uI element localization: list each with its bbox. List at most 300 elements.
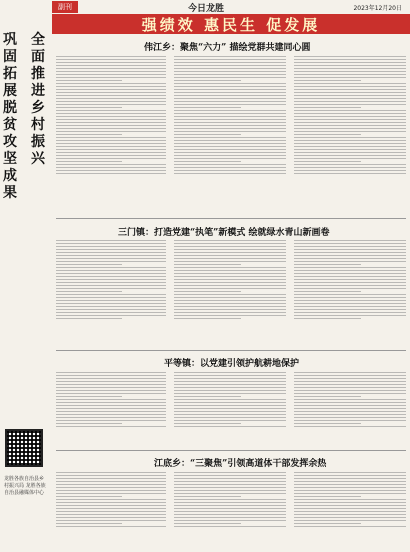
- body-text-line: [294, 173, 406, 174]
- body-text-line: [294, 481, 406, 482]
- body-text-line: [56, 146, 166, 147]
- body-text-line: [56, 74, 166, 75]
- body-text-line: [294, 71, 406, 72]
- body-text-line: [56, 137, 166, 138]
- body-text-line: [294, 89, 406, 90]
- body-text-line: [174, 131, 286, 132]
- body-text-line: [56, 65, 166, 66]
- body-text-line: [294, 267, 406, 268]
- body-text-line: [174, 481, 286, 482]
- body-text-line: [294, 161, 361, 162]
- body-text-line: [56, 481, 166, 482]
- body-text-line: [56, 279, 166, 280]
- body-text-line: [294, 273, 406, 274]
- body-text-line: [294, 68, 406, 69]
- body-text-line: [174, 375, 286, 376]
- body-text-line: [56, 297, 166, 298]
- body-text-line: [294, 276, 406, 277]
- body-text-line: [174, 104, 286, 105]
- body-text-line: [174, 526, 286, 527]
- body-text-line: [174, 490, 286, 491]
- body-text-line: [56, 143, 166, 144]
- body-text-line: [174, 137, 286, 138]
- body-text-line: [294, 140, 406, 141]
- body-text-line: [174, 384, 286, 385]
- body-text-line: [56, 125, 166, 126]
- body-text-line: [174, 98, 286, 99]
- body-text-line: [174, 309, 286, 310]
- body-text-line: [56, 104, 166, 105]
- body-text-line: [294, 155, 406, 156]
- body-text-line: [294, 297, 406, 298]
- body-text-line: [56, 86, 166, 87]
- body-text-line: [174, 158, 286, 159]
- body-text-line: [56, 62, 166, 63]
- body-text-line: [174, 423, 241, 424]
- body-text-line: [174, 170, 286, 171]
- body-text-line: [174, 282, 286, 283]
- body-text-line: [56, 113, 166, 114]
- body-text-line: [294, 520, 406, 521]
- body-text-line: [56, 167, 166, 168]
- body-text-line: [294, 119, 406, 120]
- body-text-line: [174, 89, 286, 90]
- body-text-line: [174, 243, 286, 244]
- article-4-col-1: [56, 470, 166, 550]
- body-text-line: [56, 276, 166, 277]
- body-text-line: [174, 270, 286, 271]
- body-text-line: [56, 478, 166, 479]
- body-text-line: [56, 68, 166, 69]
- body-text-line: [174, 288, 286, 289]
- body-text-line: [56, 505, 166, 506]
- body-text-line: [56, 77, 166, 78]
- body-text-line: [56, 420, 166, 421]
- body-text-line: [294, 122, 406, 123]
- body-text-line: [174, 426, 286, 427]
- body-text-line: [56, 261, 166, 262]
- body-text-line: [174, 161, 241, 162]
- body-text-line: [174, 303, 286, 304]
- body-text-line: [294, 146, 406, 147]
- body-text-line: [174, 125, 286, 126]
- body-text-line: [174, 297, 286, 298]
- body-text-line: [56, 511, 166, 512]
- article-1-col-3: [294, 54, 406, 216]
- body-text-line: [174, 511, 286, 512]
- article-2-col-2: [174, 238, 286, 348]
- body-text-line: [294, 288, 406, 289]
- body-text-line: [174, 59, 286, 60]
- body-text-line: [56, 417, 166, 418]
- body-text-line: [294, 104, 406, 105]
- body-text-line: [56, 264, 122, 265]
- body-text-line: [294, 318, 361, 319]
- body-text-line: [294, 59, 406, 60]
- body-text-line: [56, 303, 166, 304]
- body-text-line: [294, 309, 406, 310]
- article-1-col-1: [56, 54, 166, 216]
- body-text-line: [294, 381, 406, 382]
- body-text-line: [294, 86, 406, 87]
- body-text-line: [174, 279, 286, 280]
- body-text-line: [294, 312, 406, 313]
- banner: [52, 14, 410, 34]
- body-text-line: [174, 496, 241, 497]
- body-text-line: [56, 384, 166, 385]
- body-text-line: [294, 526, 406, 527]
- body-text-line: [174, 306, 286, 307]
- body-text-line: [294, 95, 406, 96]
- body-text-line: [294, 493, 406, 494]
- body-text-line: [294, 98, 406, 99]
- body-text-line: [174, 378, 286, 379]
- qr-code-icon: [5, 429, 43, 467]
- body-text-line: [294, 282, 406, 283]
- body-text-line: [174, 315, 286, 316]
- article-3-col-1: [56, 370, 166, 448]
- body-text-line: [294, 270, 406, 271]
- body-text-line: [56, 490, 166, 491]
- body-text-line: [294, 414, 406, 415]
- body-text-line: [174, 56, 286, 57]
- body-text-line: [294, 74, 406, 75]
- body-text-line: [294, 170, 406, 171]
- body-text-line: [56, 502, 166, 503]
- body-text-line: [294, 490, 406, 491]
- body-text-line: [56, 312, 166, 313]
- body-text-line: [174, 399, 286, 400]
- body-text-line: [294, 393, 406, 394]
- body-text-line: [174, 249, 286, 250]
- body-text-line: [174, 140, 286, 141]
- body-text-line: [294, 128, 406, 129]
- body-text-line: [294, 152, 406, 153]
- body-text-line: [294, 134, 361, 135]
- body-text-line: [56, 396, 122, 397]
- body-text-line: [294, 423, 361, 424]
- body-text-line: [56, 414, 166, 415]
- body-text-line: [56, 134, 122, 135]
- body-text-line: [174, 101, 286, 102]
- body-text-line: [174, 387, 286, 388]
- body-text-line: [174, 484, 286, 485]
- body-text-line: [294, 243, 406, 244]
- body-text-line: [294, 264, 361, 265]
- banner-text: 强绩效 惠民生 促发展: [141, 15, 321, 34]
- body-text-line: [294, 110, 406, 111]
- body-text-line: [56, 270, 166, 271]
- body-text-line: [294, 255, 406, 256]
- body-text-line: [294, 279, 406, 280]
- body-text-line: [174, 475, 286, 476]
- body-text-line: [294, 101, 406, 102]
- body-text-line: [56, 387, 166, 388]
- body-text-line: [56, 140, 166, 141]
- body-text-line: [174, 246, 286, 247]
- left-panel: [0, 14, 52, 552]
- body-text-line: [56, 499, 166, 500]
- body-text-line: [56, 514, 166, 515]
- body-text-line: [294, 475, 406, 476]
- body-text-line: [174, 264, 241, 265]
- body-text-line: [294, 411, 406, 412]
- masthead: 今日龙胜: [188, 3, 225, 14]
- body-text-line: [56, 426, 166, 427]
- body-text-line: [56, 411, 166, 412]
- body-text-line: [174, 372, 286, 373]
- body-text-line: [174, 514, 286, 515]
- body-text-line: [174, 408, 286, 409]
- article-3-col-2: [174, 370, 286, 448]
- body-text-line: [174, 505, 286, 506]
- vertical-title-1: 巩固拓展脱贫攻坚成果: [3, 32, 17, 201]
- body-text-line: [174, 508, 286, 509]
- body-text-line: [174, 152, 286, 153]
- body-text-line: [174, 122, 286, 123]
- body-text-line: [56, 246, 166, 247]
- article-3-col-3: [294, 370, 406, 448]
- body-text-line: [294, 300, 406, 301]
- body-text-line: [294, 113, 406, 114]
- article-headline-1: 伟江乡：聚焦“六力” 描绘党群共建同心圆: [144, 43, 311, 53]
- body-text-line: [56, 71, 166, 72]
- body-text-line: [56, 472, 166, 473]
- body-text-line: [56, 484, 166, 485]
- body-text-line: [174, 134, 241, 135]
- body-text-line: [56, 149, 166, 150]
- body-text-line: [56, 300, 166, 301]
- body-text-line: [56, 375, 166, 376]
- body-text-line: [174, 393, 286, 394]
- body-text-line: [56, 128, 166, 129]
- body-text-line: [174, 113, 286, 114]
- body-text-line: [174, 65, 286, 66]
- body-text-line: [174, 116, 286, 117]
- body-text-line: [294, 306, 406, 307]
- body-text-line: [56, 423, 122, 424]
- body-text-line: [294, 291, 361, 292]
- article-headline-3: 平等镇：以党建引领护航耕地保护: [164, 359, 300, 369]
- body-text-line: [174, 86, 286, 87]
- body-text-line: [56, 393, 166, 394]
- body-text-line: [174, 128, 286, 129]
- body-text-line: [174, 520, 286, 521]
- body-text-line: [294, 390, 406, 391]
- body-text-line: [294, 240, 406, 241]
- body-text-line: [294, 417, 406, 418]
- body-text-line: [174, 62, 286, 63]
- body-text-line: [294, 375, 406, 376]
- body-text-line: [56, 110, 166, 111]
- body-text-line: [174, 517, 286, 518]
- issue-date: 2023年12月20日: [353, 4, 402, 12]
- body-text-line: [294, 77, 406, 78]
- body-text-line: [294, 303, 406, 304]
- body-text-line: [174, 405, 286, 406]
- body-text-line: [294, 502, 406, 503]
- body-text-line: [174, 420, 286, 421]
- body-text-line: [174, 155, 286, 156]
- body-text-line: [294, 249, 406, 250]
- body-text-line: [294, 505, 406, 506]
- body-text-line: [294, 285, 406, 286]
- body-text-line: [174, 472, 286, 473]
- article-headline-2: 三门镇：打造党建“执笔”新模式 绘就绿水青山新画卷: [118, 228, 330, 238]
- body-text-line: [294, 294, 406, 295]
- body-text-line: [174, 146, 286, 147]
- body-text-line: [56, 408, 166, 409]
- main-content: [56, 36, 406, 552]
- divider: [56, 218, 406, 219]
- body-text-line: [294, 125, 406, 126]
- body-text-line: [56, 240, 166, 241]
- body-text-line: [56, 306, 166, 307]
- body-text-line: [56, 372, 166, 373]
- body-text-line: [174, 143, 286, 144]
- body-text-line: [56, 119, 166, 120]
- body-text-line: [56, 318, 122, 319]
- body-text-line: [294, 496, 361, 497]
- body-text-line: [56, 315, 166, 316]
- body-text-line: [174, 71, 286, 72]
- body-text-line: [294, 261, 406, 262]
- body-text-line: [56, 309, 166, 310]
- body-text-line: [294, 508, 406, 509]
- body-text-line: [56, 173, 166, 174]
- body-text-line: [56, 243, 166, 244]
- body-text-line: [174, 414, 286, 415]
- vertical-title-2: 全面推进乡村振兴: [31, 32, 45, 167]
- body-text-line: [294, 472, 406, 473]
- article-1-col-2: [174, 54, 286, 216]
- body-text-line: [294, 56, 406, 57]
- body-text-line: [56, 520, 166, 521]
- body-text-line: [56, 475, 166, 476]
- body-text-line: [294, 164, 406, 165]
- body-text-line: [294, 426, 406, 427]
- body-text-line: [174, 77, 286, 78]
- body-text-line: [174, 149, 286, 150]
- body-text-line: [294, 62, 406, 63]
- body-text-line: [174, 261, 286, 262]
- body-text-line: [56, 378, 166, 379]
- article-2-col-1: [56, 238, 166, 348]
- body-text-line: [56, 95, 166, 96]
- body-text-line: [174, 252, 286, 253]
- body-text-line: [294, 80, 361, 81]
- body-text-line: [294, 378, 406, 379]
- body-text-line: [294, 396, 361, 397]
- body-text-line: [174, 381, 286, 382]
- body-text-line: [56, 122, 166, 123]
- body-text-line: [174, 312, 286, 313]
- body-text-line: [174, 110, 286, 111]
- body-text-line: [294, 107, 361, 108]
- body-text-line: [294, 158, 406, 159]
- body-text-line: [56, 405, 166, 406]
- body-text-line: [56, 390, 166, 391]
- body-text-line: [174, 502, 286, 503]
- body-text-line: [174, 167, 286, 168]
- body-text-line: [174, 80, 241, 81]
- body-text-line: [294, 131, 406, 132]
- article-4-col-3: [294, 470, 406, 550]
- body-text-line: [294, 523, 361, 524]
- body-text-line: [56, 381, 166, 382]
- body-text-line: [174, 276, 286, 277]
- body-text-line: [174, 493, 286, 494]
- article-2-col-3: [294, 238, 406, 348]
- body-text-line: [174, 318, 241, 319]
- body-text-line: [56, 288, 166, 289]
- body-text-line: [294, 478, 406, 479]
- body-text-line: [174, 523, 241, 524]
- body-text-line: [294, 517, 406, 518]
- body-text-line: [56, 258, 166, 259]
- body-text-line: [174, 68, 286, 69]
- body-text-line: [294, 484, 406, 485]
- body-text-line: [294, 143, 406, 144]
- body-text-line: [56, 517, 166, 518]
- body-text-line: [174, 255, 286, 256]
- body-text-line: [294, 387, 406, 388]
- body-text-line: [56, 158, 166, 159]
- body-text-line: [294, 511, 406, 512]
- section-tag: 副刊: [52, 1, 78, 13]
- body-text-line: [56, 131, 166, 132]
- body-text-line: [294, 116, 406, 117]
- body-text-line: [174, 396, 241, 397]
- body-text-line: [174, 267, 286, 268]
- body-text-line: [174, 83, 286, 84]
- body-text-line: [294, 315, 406, 316]
- body-text-line: [56, 291, 122, 292]
- body-text-line: [174, 285, 286, 286]
- body-text-line: [294, 252, 406, 253]
- body-text-line: [294, 408, 406, 409]
- divider: [56, 350, 406, 351]
- body-text-line: [56, 164, 166, 165]
- body-text-line: [294, 167, 406, 168]
- body-text-line: [56, 493, 166, 494]
- body-text-line: [56, 294, 166, 295]
- body-text-line: [174, 417, 286, 418]
- body-text-line: [174, 74, 286, 75]
- body-text-line: [56, 101, 166, 102]
- body-text-line: [174, 164, 286, 165]
- body-text-line: [174, 499, 286, 500]
- body-text-line: [294, 65, 406, 66]
- body-text-line: [294, 372, 406, 373]
- body-text-line: [56, 252, 166, 253]
- body-text-line: [294, 487, 406, 488]
- body-text-line: [56, 116, 166, 117]
- body-text-line: [56, 155, 166, 156]
- body-text-line: [174, 300, 286, 301]
- body-text-line: [56, 161, 122, 162]
- body-text-line: [56, 487, 166, 488]
- body-text-line: [174, 487, 286, 488]
- body-text-line: [56, 508, 166, 509]
- body-text-line: [56, 107, 122, 108]
- body-text-line: [56, 80, 122, 81]
- body-text-line: [174, 411, 286, 412]
- body-text-line: [56, 59, 166, 60]
- body-text-line: [294, 258, 406, 259]
- credits: 龙胜各族自治县乡村振兴局 龙胜各族自治县融媒体中心: [4, 476, 46, 496]
- body-text-line: [174, 173, 286, 174]
